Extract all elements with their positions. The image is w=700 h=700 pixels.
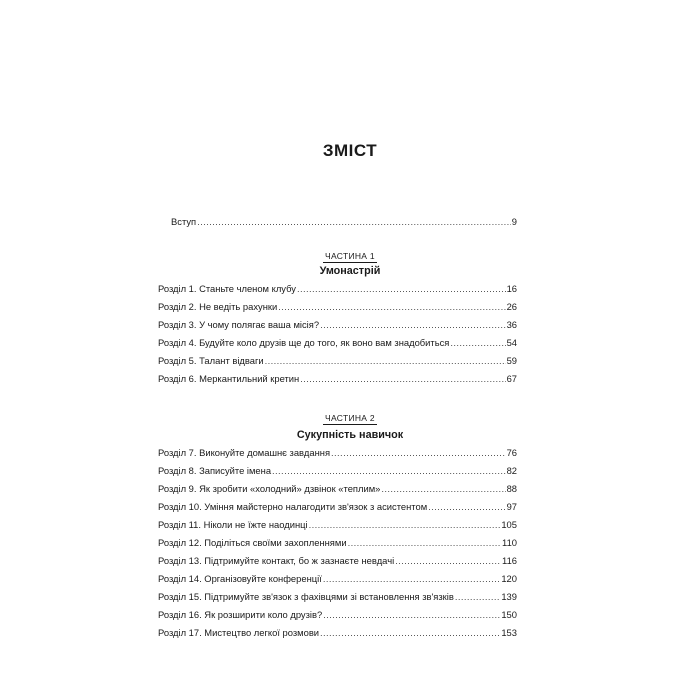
toc-entry-page: 76	[506, 447, 517, 458]
dot-leader	[395, 555, 501, 567]
dot-leader	[381, 483, 505, 495]
toc-entry-chapter-14[interactable]	[158, 573, 517, 585]
dot-leader	[450, 337, 505, 349]
toc-entry-page: 67	[506, 373, 517, 384]
toc-entry-chapter-5[interactable]	[158, 355, 517, 367]
dot-leader	[428, 501, 505, 513]
toc-entry-label: Розділ 14. Організовуйте конференції	[158, 573, 322, 584]
toc-entry-chapter-9[interactable]	[158, 483, 517, 495]
dot-leader	[323, 609, 500, 621]
toc-entry-page: 139	[501, 591, 517, 602]
toc-entry-chapter-11[interactable]	[158, 519, 517, 531]
toc-entry-chapter-6[interactable]	[158, 373, 517, 385]
toc-entry-intro[interactable]	[171, 216, 517, 228]
toc-entry-label: Розділ 10. Уміння майстерно налагодити зв'язок з асистентом	[158, 501, 428, 512]
toc-entry-chapter-4[interactable]	[158, 337, 517, 349]
dot-leader	[265, 355, 506, 367]
toc-entry-label: Розділ 15. Підтримуйте зв'язок з фахівцями зі встановлення зв'язків	[158, 591, 454, 602]
toc-entry-label: Розділ 9. Як зробити «холодний» дзвінок «теплим»	[158, 483, 381, 494]
toc-entry-chapter-16[interactable]	[158, 609, 517, 621]
toc-entry-chapter-10[interactable]	[158, 501, 517, 513]
toc-entry-label: Розділ 17. Мистецтво легкої розмови	[158, 627, 320, 638]
page-title: ЗМІСТ	[322, 141, 378, 160]
toc-entry-label: Вступ	[171, 216, 197, 227]
toc-entry-page: 105	[501, 519, 517, 530]
toc-entry-label: Розділ 6. Меркантильний кретин	[158, 373, 300, 384]
toc-entry-page: 97	[506, 501, 517, 512]
toc-entry-chapter-17[interactable]	[158, 627, 517, 639]
part-1-label-text: ЧАСТИНА 1	[325, 251, 375, 261]
part-2-label	[0, 413, 700, 425]
dot-leader	[320, 627, 500, 639]
dot-leader	[309, 519, 501, 531]
part-2-title: Сукупність навичок	[296, 429, 404, 441]
toc-entry-page: 36	[506, 319, 517, 330]
toc-entry-label: Розділ 13. Підтримуйте контакт, бо ж зазнаєте невдачі	[158, 555, 395, 566]
dot-leader	[331, 447, 506, 459]
toc-entry-chapter-8[interactable]	[158, 465, 517, 477]
toc-entry-label: Розділ 4. Будуйте коло друзів ще до того, як воно вам знадобиться	[158, 337, 450, 348]
toc-entry-page: 9	[511, 216, 517, 227]
toc-entry-label: Розділ 5. Талант відваги	[158, 355, 264, 366]
toc-entry-chapter-7[interactable]	[158, 447, 517, 459]
dot-leader	[197, 216, 511, 228]
toc-entry-label: Розділ 3. У чому полягає ваша місія?	[158, 319, 320, 330]
dot-leader	[320, 319, 506, 331]
toc-entry-chapter-13[interactable]	[158, 555, 517, 567]
toc-entry-page: 116	[502, 555, 517, 566]
toc-entry-label: Розділ 11. Ніколи не їжте наодинці	[158, 519, 308, 530]
toc-entry-label: Розділ 2. Не ведіть рахунки	[158, 301, 278, 312]
dot-leader	[455, 591, 501, 603]
toc-entry-page: 88	[506, 483, 517, 494]
toc-entry-page: 153	[501, 627, 517, 638]
toc-entry-page: 16	[506, 283, 517, 294]
toc-entry-label: Розділ 8. Записуйте імена	[158, 465, 272, 476]
dot-leader	[300, 373, 505, 385]
toc-entry-chapter-3[interactable]	[158, 319, 517, 331]
toc-entry-page: 82	[506, 465, 517, 476]
part-1-title: Умонастрій	[319, 265, 381, 277]
toc-entry-chapter-1[interactable]	[158, 283, 517, 295]
part-2-label-text: ЧАСТИНА 2	[325, 413, 375, 423]
dot-leader	[297, 283, 506, 295]
toc-entry-chapter-2[interactable]	[158, 301, 517, 313]
dot-leader	[348, 537, 501, 549]
toc-entry-label: Розділ 1. Станьте членом клубу	[158, 283, 296, 294]
toc-entry-label: Розділ 7. Виконуйте домашнє завдання	[158, 447, 331, 458]
toc-entry-page: 54	[506, 337, 517, 348]
toc-entry-page: 26	[506, 301, 517, 312]
part-1-label	[0, 251, 700, 263]
toc-entry-page: 59	[506, 355, 517, 366]
toc-entry-page: 150	[501, 609, 517, 620]
toc-entry-chapter-12[interactable]	[158, 537, 517, 549]
toc-entry-page: 110	[502, 537, 517, 548]
toc-entry-chapter-15[interactable]	[158, 591, 517, 603]
dot-leader	[272, 465, 506, 477]
dot-leader	[278, 301, 505, 313]
toc-entry-label: Розділ 16. Як розширити коло друзів?	[158, 609, 323, 620]
dot-leader	[323, 573, 501, 585]
toc-entry-label: Розділ 12. Поділіться своїми захопленнями	[158, 537, 347, 548]
toc-entry-page: 120	[501, 573, 517, 584]
